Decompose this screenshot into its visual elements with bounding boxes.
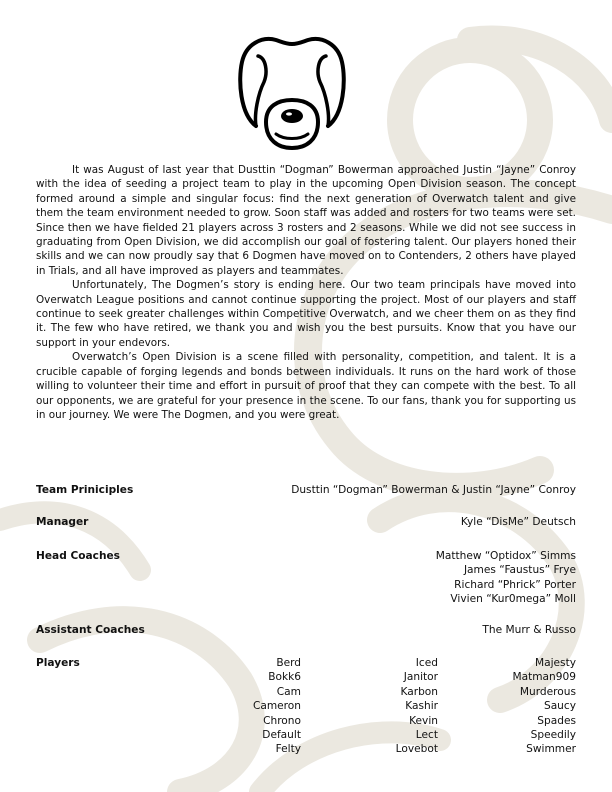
player-name: Majesty bbox=[534, 657, 576, 669]
player-name: Default bbox=[262, 729, 301, 742]
role-label: Team Priniciples bbox=[36, 484, 134, 496]
player-name: Cameron bbox=[252, 700, 301, 713]
letter-paragraph: Overwatch’s Open Division is a scene filled with personality, competition, and talent. It is a crucible capable of forging legends and bonds between individuals. It runs on the hard work of those willing to volunteer their time and effort in pursuit of proof that they can compete with the best. To all our opponents, we are grateful for your presence in the scene. To our fans, thank you for supporting us in our journey. We were The Dogmen, and you were great. bbox=[36, 351, 576, 421]
player-name: Murderous bbox=[519, 685, 576, 698]
player-column-3 bbox=[512, 656, 576, 757]
letter-body bbox=[36, 163, 576, 422]
player-name: Lovebot bbox=[395, 743, 438, 756]
head-coach-list bbox=[436, 549, 576, 607]
letter-paragraph: Unfortunately, The Dogmen’s story is ending here. Our two team principals have moved into Overwatch League positions and cannot continue supporting the project. Most of our players and staff continue to seek greater challenges within Competitive Overwatch, and we cheer them on as they find it. The few who have retired, we thank you and wish you the best pursuits. Know that you have our support in your endevors. bbox=[36, 279, 576, 349]
head-coach-name: Vivien “Kur0mega” Moll bbox=[450, 593, 576, 606]
role-label: Head Coaches bbox=[36, 550, 120, 562]
head-coach-name: Matthew “Optidox” Simms bbox=[435, 550, 576, 562]
player-name: Chrono bbox=[263, 714, 301, 727]
letter-paragraph: It was August of last year that Dusttin “Dogman” Bowerman approached Justin “Jayne” Conroy with the idea of seeding a project team to play in the upcoming Open Division season. The concept formed around a simple and singular focus: find the next generation of Overwatch talent and give them the team environment needed to grow. Soon staff was added and rosters for two teams were set. Since then we have fielded 21 players across 3 rosters and 2 seasons. While we did not see success in graduating from Open Division, we did accomplish our goal of fostering talent. Our players honed their skills and we can now proudly say that 6 Dogmen have moved on to Contenders, 2 others have played in Trials, and all have improved as players and teammates. bbox=[36, 164, 576, 277]
player-name: Karbon bbox=[400, 685, 438, 698]
role-label: Assistant Coaches bbox=[36, 624, 145, 636]
player-column-1 bbox=[253, 656, 301, 757]
player-name: Matman909 bbox=[512, 671, 576, 684]
player-name: Bokk6 bbox=[268, 671, 301, 684]
player-name: Kashir bbox=[405, 700, 438, 713]
assistant-coach-names: The Murr & Russo bbox=[482, 624, 576, 636]
player-name: Speedily bbox=[530, 729, 576, 742]
dog-logo bbox=[236, 30, 348, 154]
player-name: Janitor bbox=[403, 671, 438, 684]
principal-names: Dusttin “Dogman” Bowerman & Justin “Jayne” Conroy bbox=[291, 484, 576, 496]
role-label: Players bbox=[36, 657, 80, 669]
player-name: Spades bbox=[537, 714, 576, 727]
player-name: Berd bbox=[276, 657, 301, 669]
manager-name: Kyle “DisMe” Deutsch bbox=[460, 516, 576, 528]
role-label: Manager bbox=[36, 516, 89, 528]
head-coach-name: Richard “Phrick” Porter bbox=[454, 578, 576, 591]
player-name: Swimmer bbox=[526, 743, 576, 756]
player-name: Lect bbox=[415, 729, 438, 742]
player-name: Saucy bbox=[543, 700, 576, 713]
player-name: Iced bbox=[415, 657, 438, 669]
head-coach-name: James “Faustus” Frye bbox=[463, 564, 576, 577]
player-name: Kevin bbox=[409, 714, 438, 727]
player-name: Felty bbox=[275, 743, 301, 756]
player-name: Cam bbox=[276, 685, 301, 698]
player-column-2 bbox=[396, 656, 438, 757]
